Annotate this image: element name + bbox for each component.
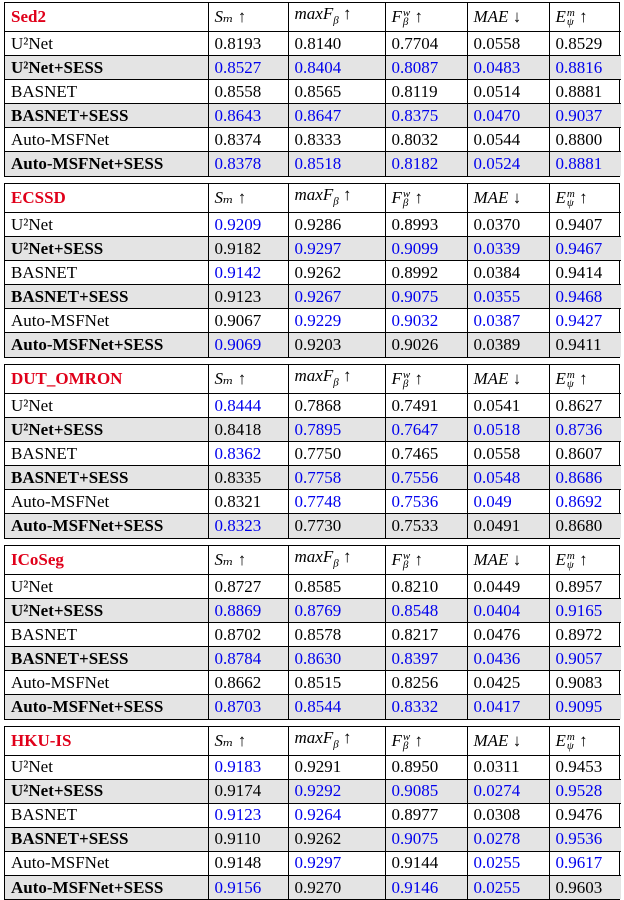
metric-sm-value: 0.8869 <box>208 599 288 623</box>
metric-maxf-value: 0.7758 <box>288 466 385 490</box>
metric-sm-header: Sₘ ↑ <box>208 727 288 756</box>
dataset-name: ICoSeg <box>5 546 208 575</box>
table-row <box>5 671 621 695</box>
metric-mae-value: 0.0470 <box>467 104 549 128</box>
metric-sm-value: 0.8558 <box>208 80 288 104</box>
metric-maxf-value: 0.9292 <box>288 779 385 803</box>
table-row <box>5 466 621 490</box>
metric-sm-value: 0.8378 <box>208 152 288 176</box>
metric-sm-value: 0.8323 <box>208 514 288 538</box>
metric-maxf-value: 0.9267 <box>288 285 385 309</box>
metric-fw-value: 0.9032 <box>385 309 467 333</box>
method-name: Auto-MSFNet <box>5 309 208 333</box>
metric-maxf-header: maxF$_\beta$ ↑ <box>288 546 385 575</box>
metric-maxf-value: 0.9203 <box>288 333 385 357</box>
method-name: BASNET+SESS <box>5 827 208 851</box>
metric-maxf-value: 0.7748 <box>288 490 385 514</box>
metric-sm-value: 0.9209 <box>208 213 288 237</box>
table-row <box>5 851 621 875</box>
metric-fw-header: F w β ↑ <box>385 3 467 32</box>
method-name: Auto-MSFNet+SESS <box>5 695 208 719</box>
metric-maxf-value: 0.8518 <box>288 152 385 176</box>
metric-fw-value: 0.9075 <box>385 827 467 851</box>
table-row <box>5 779 621 803</box>
metric-mae-value: 0.0278 <box>467 827 549 851</box>
metric-sm-value: 0.9183 <box>208 755 288 779</box>
metric-maxf-value: 0.9297 <box>288 237 385 261</box>
method-name: BASNET <box>5 442 208 466</box>
results-table <box>4 2 620 900</box>
metric-em-value: 0.8529 <box>549 32 621 56</box>
method-name: BASNET <box>5 803 208 827</box>
method-name: Auto-MSFNet <box>5 128 208 152</box>
metric-sm-header: Sₘ ↑ <box>208 365 288 394</box>
metric-fw-value: 0.8977 <box>385 803 467 827</box>
metric-sm-value: 0.9110 <box>208 827 288 851</box>
metric-sm-value: 0.8784 <box>208 647 288 671</box>
metric-fw-value: 0.8992 <box>385 261 467 285</box>
metric-mae-header: MAE ↓ <box>467 3 549 32</box>
metric-maxf-value: 0.8404 <box>288 56 385 80</box>
table-row <box>5 213 621 237</box>
metric-mae-value: 0.0311 <box>467 755 549 779</box>
metric-fw-value: 0.7647 <box>385 418 467 442</box>
metric-fw-value: 0.9099 <box>385 237 467 261</box>
metric-fw-value: 0.8087 <box>385 56 467 80</box>
metric-mae-header: MAE ↓ <box>467 184 549 213</box>
table-row <box>5 237 621 261</box>
table-row <box>5 333 621 357</box>
metric-mae-value: 0.0518 <box>467 418 549 442</box>
metric-maxf-value: 0.8578 <box>288 623 385 647</box>
method-name: BASNET <box>5 623 208 647</box>
metric-fw-header: F w β ↑ <box>385 365 467 394</box>
metric-sm-value: 0.8374 <box>208 128 288 152</box>
metric-fw-header: F w β ↑ <box>385 184 467 213</box>
metric-em-value: 0.8800 <box>549 128 621 152</box>
metric-maxf-value: 0.8515 <box>288 671 385 695</box>
metric-em-value: 0.9095 <box>549 695 621 719</box>
metric-maxf-value: 0.9270 <box>288 875 385 899</box>
metric-maxf-value: 0.9286 <box>288 213 385 237</box>
table-row <box>5 261 621 285</box>
metric-em-value: 0.9617 <box>549 851 621 875</box>
table-row <box>5 490 621 514</box>
metric-mae-value: 0.0436 <box>467 647 549 671</box>
header-row <box>5 727 621 756</box>
metric-em-value: 0.8881 <box>549 152 621 176</box>
metric-maxf-value: 0.8630 <box>288 647 385 671</box>
metric-maxf-value: 0.7895 <box>288 418 385 442</box>
metric-sm-header: Sₘ ↑ <box>208 3 288 32</box>
metric-fw-value: 0.8332 <box>385 695 467 719</box>
table-row <box>5 285 621 309</box>
metric-fw-value: 0.7556 <box>385 466 467 490</box>
metric-mae-value: 0.0514 <box>467 80 549 104</box>
metric-em-value: 0.9467 <box>549 237 621 261</box>
metric-em-value: 0.9083 <box>549 671 621 695</box>
metric-sm-value: 0.8193 <box>208 32 288 56</box>
dataset-block-sed2 <box>4 2 620 177</box>
metric-fw-value: 0.8217 <box>385 623 467 647</box>
metric-fw-value: 0.9026 <box>385 333 467 357</box>
dataset-block-hku-is <box>4 726 620 900</box>
metric-sm-header: Sₘ ↑ <box>208 546 288 575</box>
method-name: BASNET+SESS <box>5 285 208 309</box>
metric-em-value: 0.8692 <box>549 490 621 514</box>
metric-sm-value: 0.8362 <box>208 442 288 466</box>
table-row <box>5 875 621 899</box>
metric-maxf-value: 0.9291 <box>288 755 385 779</box>
table-row <box>5 647 621 671</box>
method-name: BASNET+SESS <box>5 104 208 128</box>
dataset-block-ecssd <box>4 183 620 358</box>
metric-mae-value: 0.0544 <box>467 128 549 152</box>
metric-em-value: 0.9165 <box>549 599 621 623</box>
metric-fw-value: 0.7465 <box>385 442 467 466</box>
metric-fw-value: 0.8256 <box>385 671 467 695</box>
table-row <box>5 418 621 442</box>
metric-maxf-value: 0.8565 <box>288 80 385 104</box>
metric-em-value: 0.9427 <box>549 309 621 333</box>
method-name: BASNET+SESS <box>5 647 208 671</box>
table-row <box>5 623 621 647</box>
table-row <box>5 442 621 466</box>
metric-em-header: E m ψ ↑ <box>549 3 621 32</box>
metric-maxf-value: 0.7868 <box>288 394 385 418</box>
metric-maxf-value: 0.7750 <box>288 442 385 466</box>
metric-mae-value: 0.0558 <box>467 442 549 466</box>
method-name: U²Net+SESS <box>5 56 208 80</box>
table-row <box>5 104 621 128</box>
metric-sm-value: 0.9182 <box>208 237 288 261</box>
metric-fw-value: 0.8548 <box>385 599 467 623</box>
metric-maxf-value: 0.8544 <box>288 695 385 719</box>
dataset-name: ECSSD <box>5 184 208 213</box>
table-row <box>5 827 621 851</box>
metrics-table <box>5 546 621 719</box>
metric-em-value: 0.8972 <box>549 623 621 647</box>
metric-fw-value: 0.8210 <box>385 575 467 599</box>
metric-maxf-value: 0.9297 <box>288 851 385 875</box>
metric-mae-value: 0.0425 <box>467 671 549 695</box>
metric-em-value: 0.9411 <box>549 333 621 357</box>
metrics-table <box>5 184 621 357</box>
metric-mae-value: 0.0308 <box>467 803 549 827</box>
header-row <box>5 546 621 575</box>
table-row <box>5 394 621 418</box>
metric-mae-value: 0.0548 <box>467 466 549 490</box>
metric-mae-value: 0.0255 <box>467 851 549 875</box>
method-name: U²Net+SESS <box>5 418 208 442</box>
dataset-name: Sed2 <box>5 3 208 32</box>
metric-sm-value: 0.8727 <box>208 575 288 599</box>
metric-fw-header: F w β ↑ <box>385 546 467 575</box>
metric-mae-value: 0.0255 <box>467 875 549 899</box>
table-row <box>5 32 621 56</box>
method-name: U²Net <box>5 755 208 779</box>
table-row <box>5 803 621 827</box>
metric-em-value: 0.9057 <box>549 647 621 671</box>
metric-maxf-header: maxF$_\beta$ ↑ <box>288 3 385 32</box>
header-row <box>5 184 621 213</box>
method-name: Auto-MSFNet+SESS <box>5 152 208 176</box>
metric-maxf-value: 0.9262 <box>288 827 385 851</box>
metric-mae-value: 0.0476 <box>467 623 549 647</box>
metric-fw-value: 0.7704 <box>385 32 467 56</box>
metric-sm-value: 0.8703 <box>208 695 288 719</box>
metric-em-header: E m ψ ↑ <box>549 365 621 394</box>
metric-sm-value: 0.8335 <box>208 466 288 490</box>
metric-fw-value: 0.8950 <box>385 755 467 779</box>
metric-sm-value: 0.8527 <box>208 56 288 80</box>
metric-sm-value: 0.8643 <box>208 104 288 128</box>
metric-fw-value: 0.7491 <box>385 394 467 418</box>
method-name: BASNET <box>5 261 208 285</box>
metric-em-value: 0.9603 <box>549 875 621 899</box>
metric-sm-header: Sₘ ↑ <box>208 184 288 213</box>
method-name: Auto-MSFNet <box>5 851 208 875</box>
metric-mae-value: 0.0483 <box>467 56 549 80</box>
metric-sm-value: 0.8702 <box>208 623 288 647</box>
method-name: U²Net <box>5 575 208 599</box>
method-name: BASNET <box>5 80 208 104</box>
method-name: U²Net+SESS <box>5 599 208 623</box>
dataset-name: DUT_OMRON <box>5 365 208 394</box>
metric-em-value: 0.9536 <box>549 827 621 851</box>
metric-fw-value: 0.9144 <box>385 851 467 875</box>
metric-fw-value: 0.9075 <box>385 285 467 309</box>
metric-mae-value: 0.0370 <box>467 213 549 237</box>
metric-fw-value: 0.8375 <box>385 104 467 128</box>
metric-mae-value: 0.0384 <box>467 261 549 285</box>
metric-em-value: 0.9528 <box>549 779 621 803</box>
metric-mae-header: MAE ↓ <box>467 365 549 394</box>
metric-mae-value: 0.0449 <box>467 575 549 599</box>
metric-sm-value: 0.8662 <box>208 671 288 695</box>
metric-sm-value: 0.9156 <box>208 875 288 899</box>
table-row <box>5 695 621 719</box>
dataset-block-dut-omron <box>4 364 620 539</box>
metric-em-value: 0.9407 <box>549 213 621 237</box>
metric-fw-value: 0.8397 <box>385 647 467 671</box>
metric-em-value: 0.8736 <box>549 418 621 442</box>
metric-em-value: 0.8957 <box>549 575 621 599</box>
table-row <box>5 755 621 779</box>
metric-fw-value: 0.7536 <box>385 490 467 514</box>
metric-mae-value: 0.0404 <box>467 599 549 623</box>
method-name: Auto-MSFNet <box>5 490 208 514</box>
metric-sm-value: 0.9148 <box>208 851 288 875</box>
table-row <box>5 575 621 599</box>
metric-maxf-header: maxF$_\beta$ ↑ <box>288 184 385 213</box>
metric-em-value: 0.8607 <box>549 442 621 466</box>
metric-mae-header: MAE ↓ <box>467 546 549 575</box>
metric-mae-value: 0.0355 <box>467 285 549 309</box>
metric-sm-value: 0.9067 <box>208 309 288 333</box>
metric-sm-value: 0.8321 <box>208 490 288 514</box>
method-name: U²Net+SESS <box>5 779 208 803</box>
metric-maxf-value: 0.9229 <box>288 309 385 333</box>
metric-mae-value: 0.049 <box>467 490 549 514</box>
metric-sm-value: 0.8418 <box>208 418 288 442</box>
metric-em-value: 0.8881 <box>549 80 621 104</box>
metric-fw-value: 0.9146 <box>385 875 467 899</box>
method-name: U²Net <box>5 213 208 237</box>
method-name: Auto-MSFNet+SESS <box>5 875 208 899</box>
metrics-table <box>5 3 621 176</box>
metric-mae-value: 0.0339 <box>467 237 549 261</box>
metric-sm-value: 0.8444 <box>208 394 288 418</box>
metric-maxf-value: 0.8769 <box>288 599 385 623</box>
table-row <box>5 128 621 152</box>
method-name: U²Net <box>5 32 208 56</box>
method-name: U²Net+SESS <box>5 237 208 261</box>
metric-em-value: 0.8680 <box>549 514 621 538</box>
metric-mae-value: 0.0491 <box>467 514 549 538</box>
metric-fw-value: 0.7533 <box>385 514 467 538</box>
metric-mae-value: 0.0558 <box>467 32 549 56</box>
metric-maxf-value: 0.9264 <box>288 803 385 827</box>
metric-sm-value: 0.9174 <box>208 779 288 803</box>
method-name: BASNET+SESS <box>5 466 208 490</box>
metric-em-header: E m ψ ↑ <box>549 184 621 213</box>
metrics-table <box>5 727 621 900</box>
metric-maxf-header: maxF$_\beta$ ↑ <box>288 365 385 394</box>
metrics-table <box>5 365 621 538</box>
metric-fw-value: 0.8119 <box>385 80 467 104</box>
metric-maxf-value: 0.9262 <box>288 261 385 285</box>
metric-mae-value: 0.0524 <box>467 152 549 176</box>
metric-mae-value: 0.0389 <box>467 333 549 357</box>
table-row <box>5 152 621 176</box>
method-name: Auto-MSFNet+SESS <box>5 333 208 357</box>
header-row <box>5 365 621 394</box>
table-row <box>5 80 621 104</box>
metric-mae-value: 0.0387 <box>467 309 549 333</box>
metric-em-value: 0.8686 <box>549 466 621 490</box>
metric-em-value: 0.9476 <box>549 803 621 827</box>
table-row <box>5 599 621 623</box>
metric-maxf-value: 0.8140 <box>288 32 385 56</box>
metric-fw-value: 0.8032 <box>385 128 467 152</box>
metric-maxf-value: 0.7730 <box>288 514 385 538</box>
metric-sm-value: 0.9123 <box>208 803 288 827</box>
method-name: Auto-MSFNet <box>5 671 208 695</box>
metric-fw-value: 0.8993 <box>385 213 467 237</box>
metric-em-value: 0.9468 <box>549 285 621 309</box>
metric-mae-value: 0.0274 <box>467 779 549 803</box>
metric-em-header: E m ψ ↑ <box>549 727 621 756</box>
metric-em-value: 0.8816 <box>549 56 621 80</box>
header-row <box>5 3 621 32</box>
metric-sm-value: 0.9142 <box>208 261 288 285</box>
metric-fw-value: 0.8182 <box>385 152 467 176</box>
metric-em-header: E m ψ ↑ <box>549 546 621 575</box>
metric-sm-value: 0.9069 <box>208 333 288 357</box>
metric-fw-header: F w β ↑ <box>385 727 467 756</box>
metric-maxf-header: maxF$_\beta$ ↑ <box>288 727 385 756</box>
metric-em-value: 0.9037 <box>549 104 621 128</box>
metric-maxf-value: 0.8585 <box>288 575 385 599</box>
metric-em-value: 0.9453 <box>549 755 621 779</box>
metric-fw-value: 0.9085 <box>385 779 467 803</box>
table-row <box>5 514 621 538</box>
table-row <box>5 309 621 333</box>
metric-maxf-value: 0.8333 <box>288 128 385 152</box>
dataset-name: HKU-IS <box>5 727 208 756</box>
metric-em-value: 0.9414 <box>549 261 621 285</box>
dataset-block-icoseg <box>4 545 620 720</box>
metric-mae-value: 0.0541 <box>467 394 549 418</box>
method-name: Auto-MSFNet+SESS <box>5 514 208 538</box>
metric-maxf-value: 0.8647 <box>288 104 385 128</box>
method-name: U²Net <box>5 394 208 418</box>
metric-em-value: 0.8627 <box>549 394 621 418</box>
metric-sm-value: 0.9123 <box>208 285 288 309</box>
metric-mae-value: 0.0417 <box>467 695 549 719</box>
table-row <box>5 56 621 80</box>
metric-mae-header: MAE ↓ <box>467 727 549 756</box>
